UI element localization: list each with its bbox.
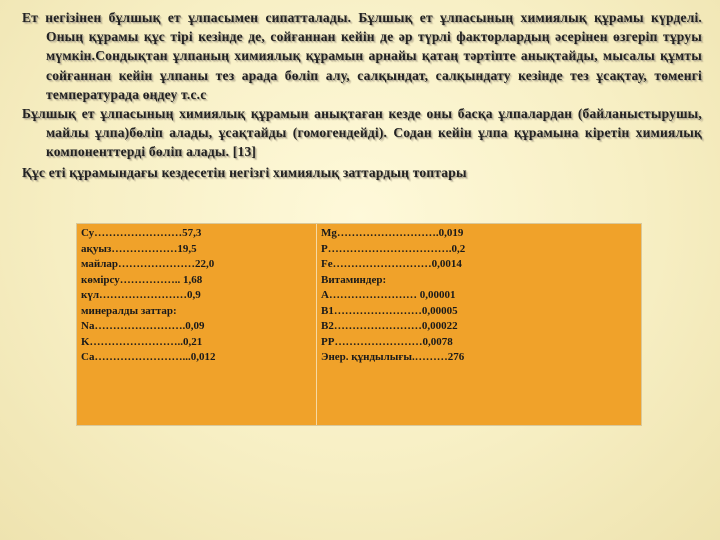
table-row: Су……………………57,3 [81, 227, 202, 239]
table-row: Ca……………………...0,012 [81, 351, 216, 363]
table-column-left [77, 224, 317, 425]
table-row: минералды заттар: [81, 304, 177, 317]
body-text [22, 8, 702, 182]
table-heading: Құс еті құрамындағы кездесетін негізгі химиялық заттардың топтары [22, 164, 467, 180]
paragraph-1: Ет негізінен бұлшық ет ұлпасымен сипатталады. Бұлшық ет ұлпасының химиялық құрамы күрделі. Оның құрамы құс тірі кезінде де, сойғаннан кейін де әр түрлі факторлардың әсерінен өзгеріп тұруы мүмкін.Сондықтан ұлпаның химиялық құрамын арнайы қатаң тәртіпте анықтайды, мысалы құмты сойғаннан кейін ұлпаны тез арада бөліп алу, салқындат, салқындату кезінде тез ұсақтау, төменгі температурада өңдеу т.с.с [22, 10, 702, 102]
table-column-right [317, 224, 641, 425]
table-row: PP……………………0,0078 [321, 335, 453, 348]
table-row: ақуыз………………19,5 [81, 242, 197, 255]
table-row: A…………………… 0,00001 [321, 289, 456, 301]
table-row: Fe………………………0,0014 [321, 258, 462, 270]
table-row: B2……………………0,00022 [321, 320, 458, 332]
table-row: P…………………………….0,2 [321, 242, 466, 255]
table-row: майлар…………………22,0 [81, 258, 215, 270]
composition-table [76, 223, 642, 426]
table-row: Энер. құндылығы.………276 [321, 351, 465, 363]
table-row: Na…………………….0,09 [81, 320, 205, 332]
paragraph-2: Бұлшық ет ұлпасының химиялық құрамын анықтаған кезде оны басқа ұлпалардан (байланыстырушы, майлы ұлпа)бөліп алады, ұсақтайды (гомогендейді). Содан кейін ұлпа құрамына кіретін химиялық компоненттерді бөліп алады. [13] [22, 106, 702, 160]
table-row: K……………………..0,21 [81, 335, 203, 348]
table-row: Витаминдер: [321, 273, 387, 286]
table-row: күл……………………0,9 [81, 289, 201, 301]
table-row: B1……………………0,00005 [321, 304, 458, 317]
table-row: Mg……………………….0,019 [321, 227, 464, 239]
table-row: көмірсу…………….. 1,68 [81, 273, 203, 286]
